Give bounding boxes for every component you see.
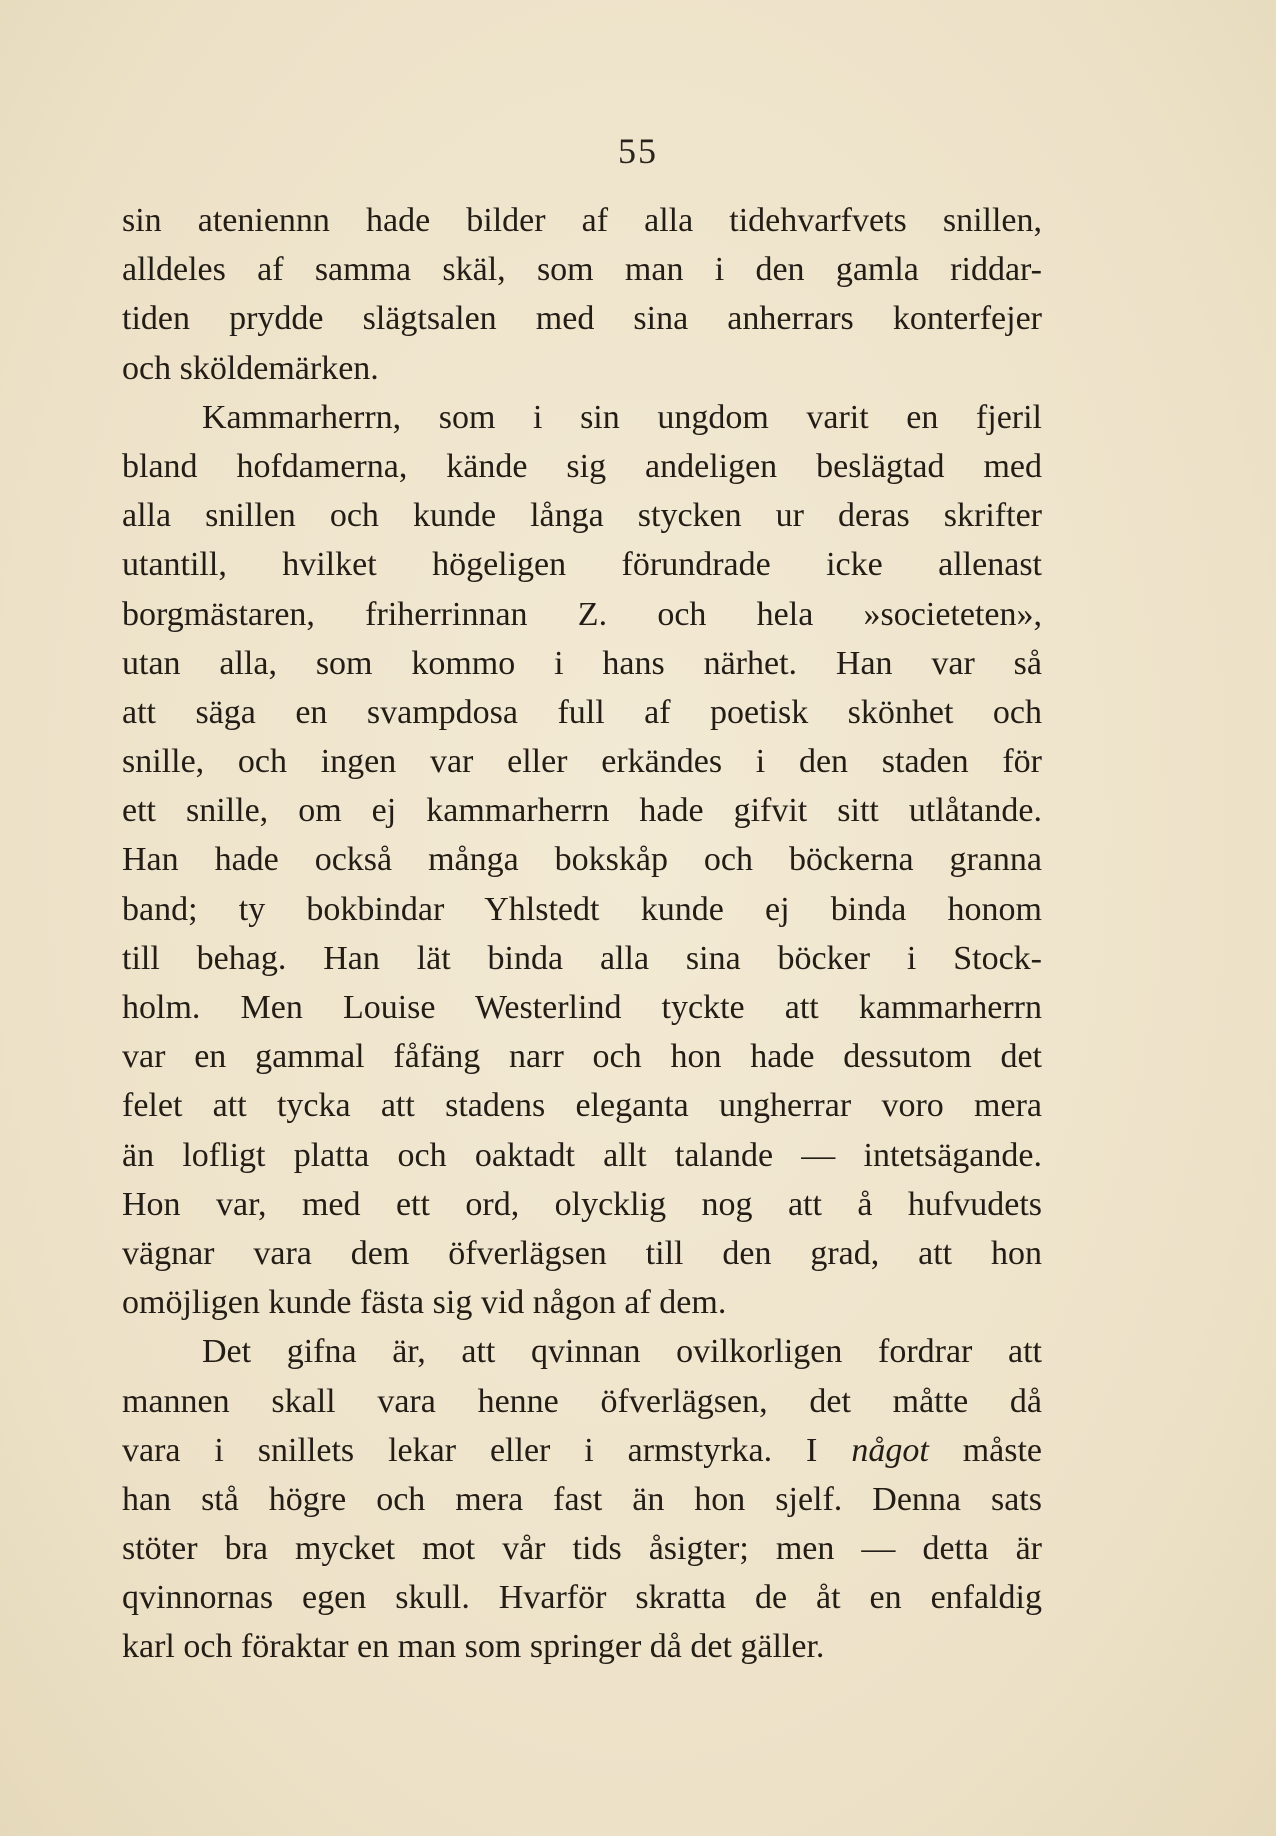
text-line: bland hofdamerna, kände sig andeligen beslägtad med: [122, 447, 1042, 485]
text-line: stöter bra mycket mot vår tids åsigter; men — detta är: [122, 1530, 1042, 1568]
text-line: och sköldemärken.: [122, 349, 379, 387]
text-line: var en gammal fåfäng narr och hon hade dessutom det: [122, 1038, 1042, 1076]
text-line: alla snillen och kunde långa stycken ur deras skrifter: [122, 497, 1042, 535]
text-line: snille, och ingen var eller erkändes i den staden för: [122, 743, 1042, 781]
text-line: sin ateniennn hade bilder af alla tidehvarfvets snillen,: [122, 202, 1042, 239]
text-line: han stå högre och mera fast än hon sjelf. Denna sats: [122, 1480, 1042, 1518]
text-line: felet att tycka att stadens eleganta ungherrar voro mera: [122, 1087, 1042, 1125]
text-line: att säga en svampdosa full af poetisk skönhet och: [122, 693, 1042, 731]
text-line: Han hade också många bokskåp och böckerna granna: [122, 841, 1042, 879]
text-line: holm. Men Louise Westerlind tyckte att kammarherrn: [122, 989, 1042, 1026]
text-line: utantill, hvilket högeligen förundrade icke allenast: [122, 546, 1042, 584]
text-line: vägnar vara dem öfverlägsen till den grad, att hon: [122, 1234, 1042, 1272]
text-line: Kammarherrn, som i sin ungdom varit en fjeril: [202, 398, 1042, 436]
text-line: band; ty bokbindar Yhlstedt kunde ej binda honom: [122, 890, 1042, 928]
text-line: till behag. Han lät binda alla sina böcker i Stock-: [122, 939, 1042, 977]
text-line: tiden prydde slägtsalen med sina anherrars konterfejer: [122, 300, 1042, 338]
text-line: borgmästaren, friherrinnan Z. och hela »societeten»,: [122, 595, 1042, 633]
italic-word: något: [851, 1431, 929, 1469]
text-line: ett snille, om ej kammarherrn hade gifvit sitt utlåtande.: [122, 792, 1042, 830]
text-line: omöjligen kunde fästa sig vid någon af dem.: [122, 1284, 727, 1322]
text-line: mannen skall vara henne öfverlägsen, det måtte då: [122, 1382, 1042, 1420]
text-line: qvinnornas egen skull. Hvarför skratta de åt en enfaldig: [122, 1579, 1042, 1617]
text-line: utan alla, som kommo i hans närhet. Han var så: [122, 644, 1042, 682]
text-segment: vara i snillets lekar eller i armstyrka. I: [122, 1431, 852, 1469]
body-text: [122, 196, 1042, 1672]
text-line: Hon var, med ett ord, olycklig nog att å hufvudets: [122, 1185, 1042, 1223]
page-number: 55: [618, 131, 658, 171]
text-line: Det gifna är, att qvinnan ovilkorligen fordrar att: [202, 1333, 1042, 1371]
text-line: karl och föraktar en man som springer då det gäller.: [122, 1628, 825, 1666]
text-line: än lofligt platta och oaktadt allt talande — intetsägande.: [122, 1136, 1042, 1174]
text-line-with-italic: [122, 1426, 1042, 1475]
text-segment: måste: [928, 1431, 1043, 1469]
text-line: alldeles af samma skäl, som man i den gamla riddar-: [122, 251, 1042, 289]
